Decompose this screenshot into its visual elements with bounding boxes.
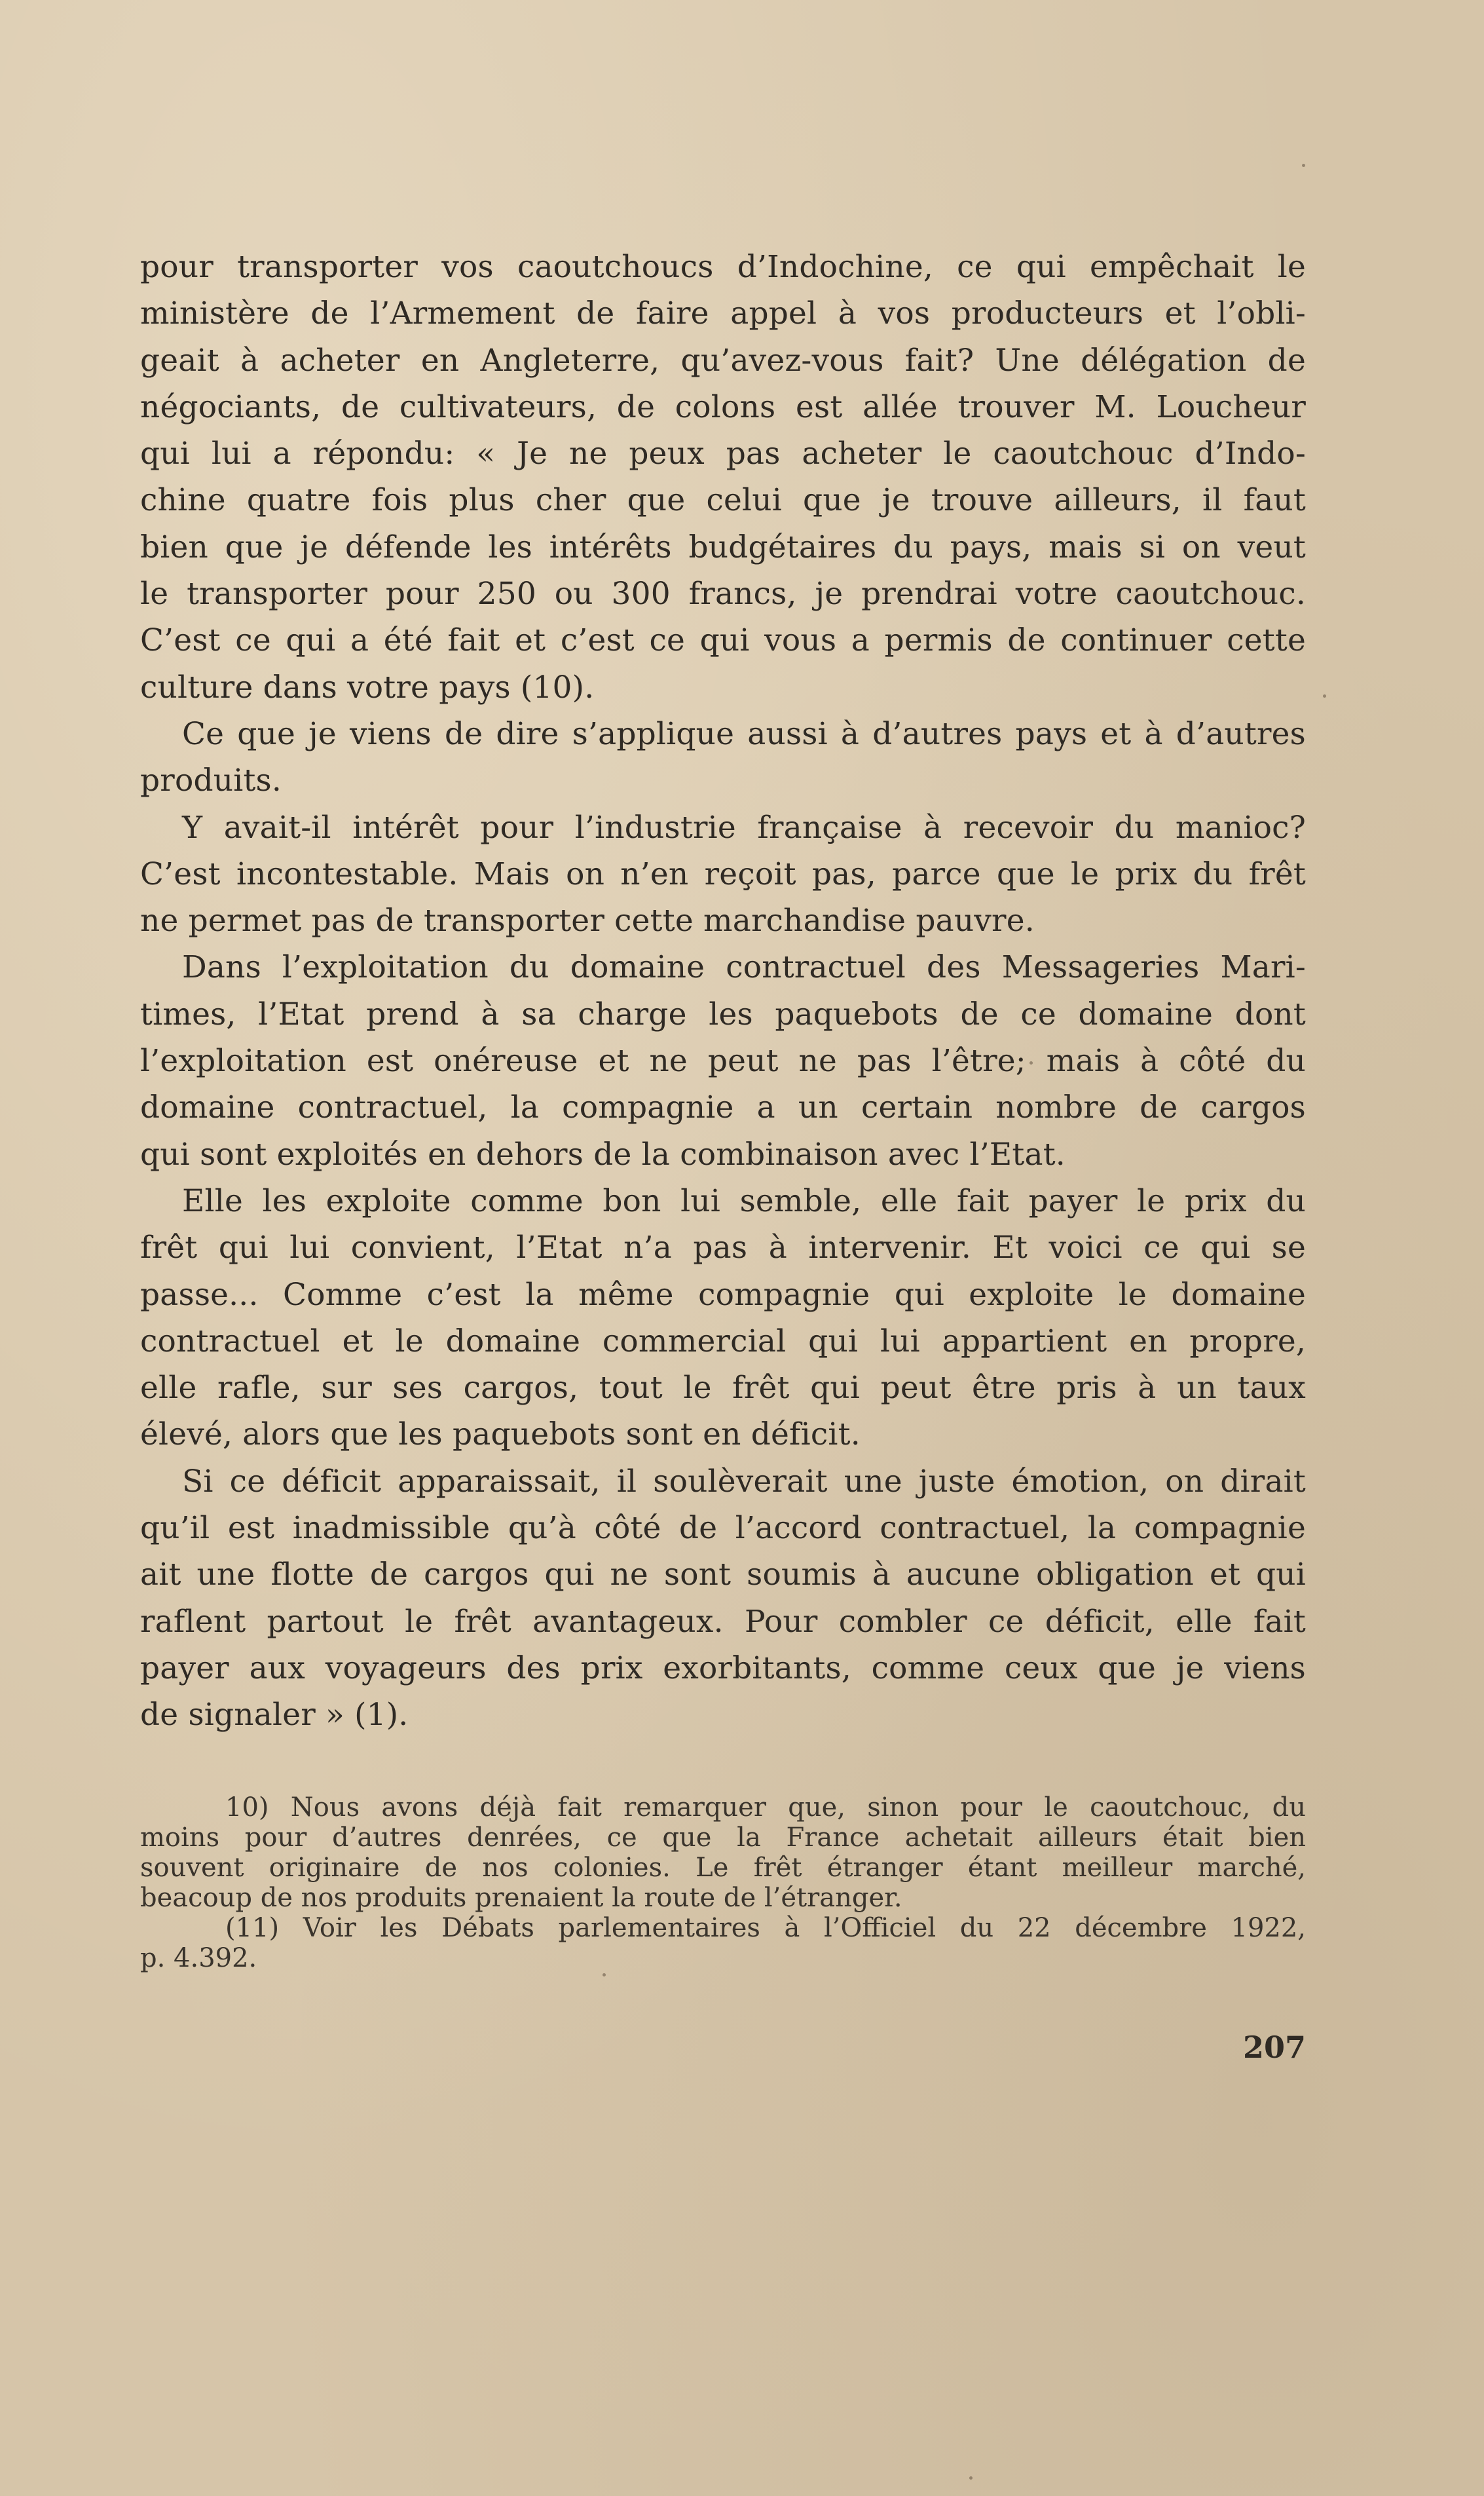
footnote-line: souvent originaire de nos colonies. Le frêt étranger étant meilleur marché, xyxy=(140,1853,1306,1883)
body-line: C’est ce qui a été fait et c’est ce qui vous a permis de continuer cette xyxy=(140,622,1306,659)
paper-speck xyxy=(969,2476,973,2480)
body-line: négociants, de cultivateurs, de colons est allée trouver M. Loucheur xyxy=(140,388,1306,425)
paper-speck xyxy=(1323,694,1326,698)
body-line: Dans l’exploitation du domaine contractuel des Messageries Mari- xyxy=(182,949,1306,986)
body-line: pour transporter vos caoutchoucs d’Indochine, ce qui empêchait le xyxy=(140,249,1306,285)
body-line: payer aux voyageurs des prix exorbitants, comme ceux que je viens xyxy=(140,1650,1306,1686)
body-line: Ce que je viens de dire s’applique aussi à d’autres pays et à d’autres xyxy=(182,715,1306,752)
footnote-line: beacoup de nos produits prenaient la route de l’étranger. xyxy=(140,1883,902,1913)
body-line: de signaler » (1). xyxy=(140,1697,409,1733)
body-line: qui lui a répondu: « Je ne peux pas acheter le caoutchouc d’Indo- xyxy=(140,436,1306,472)
body-line: élevé, alors que les paquebots sont en déficit. xyxy=(140,1416,861,1453)
body-line: l’exploitation est onéreuse et ne peut ne pas l’être; mais à côté du xyxy=(140,1043,1306,1080)
body-line: geait à acheter en Angleterre, qu’avez-vous fait? Une délégation de xyxy=(140,342,1306,379)
footnotes xyxy=(140,1792,1306,1973)
body-line: produits. xyxy=(140,763,282,799)
body-line: ministère de l’Armement de faire appel à vos producteurs et l’obli- xyxy=(140,295,1306,332)
body-line: le transporter pour 250 ou 300 francs, je prendrai votre caoutchouc. xyxy=(140,576,1306,613)
body-line: contractuel et le domaine commercial qui lui appartient en propre, xyxy=(140,1323,1306,1359)
paper-speck xyxy=(1302,164,1305,167)
body-line: ait une flotte de cargos qui ne sont soumis à aucune obligation et qui xyxy=(140,1557,1306,1593)
body-line: times, l’Etat prend à sa charge les paquebots de ce domaine dont xyxy=(140,996,1306,1032)
footnote-line: 10) Nous avons déjà fait remarquer que, sinon pour le caoutchouc, du xyxy=(225,1792,1306,1823)
body-line: bien que je défende les intérêts budgétaires du pays, mais si on veut xyxy=(140,529,1306,565)
body-line: elle rafle, sur ses cargos, tout le frêt qui peut être pris à un taux xyxy=(140,1370,1306,1407)
body-line: qui sont exploités en dehors de la combinaison avec l’Etat. xyxy=(140,1136,1066,1173)
body-line: C’est incontestable. Mais on n’en reçoit pas, parce que le prix du frêt xyxy=(140,856,1306,892)
body-line: Elle les exploite comme bon lui semble, elle fait payer le prix du xyxy=(182,1182,1306,1219)
body-line: Y avait-il intérêt pour l’industrie française à recevoir du manioc? xyxy=(182,809,1306,846)
footnote-line: (11) Voir les Débats parlementaires à l’Officiel du 22 décembre 1922, xyxy=(225,1913,1306,1943)
body-line: chine quatre fois plus cher que celui que je trouve ailleurs, il faut xyxy=(140,482,1306,519)
body-line: raflent partout le frêt avantageux. Pour combler ce déficit, elle fait xyxy=(140,1603,1306,1640)
footnote-line: moins pour d’autres denrées, ce que la France achetait ailleurs était bien xyxy=(140,1823,1306,1853)
body-line: domaine contractuel, la compagnie a un certain nombre de cargos xyxy=(140,1089,1306,1126)
page-number: 207 xyxy=(1242,2030,1306,2065)
body-line: Si ce déficit apparaissait, il soulèverait une juste émotion, on dirait xyxy=(182,1463,1306,1500)
body-line: frêt qui lui convient, l’Etat n’a pas à intervenir. Et voici ce qui se xyxy=(140,1230,1306,1266)
body-line: culture dans votre pays (10). xyxy=(140,669,595,706)
footnote-line: p. 4.392. xyxy=(140,1943,257,1973)
body-line: ne permet pas de transporter cette marchandise pauvre. xyxy=(140,903,1035,939)
body-line: passe... Comme c’est la même compagnie qui exploite le domaine xyxy=(140,1276,1306,1313)
paper-speck xyxy=(603,1973,606,1976)
paper-speck xyxy=(1030,1061,1033,1065)
body-line: qu’il est inadmissible qu’à côté de l’accord contractuel, la compagnie xyxy=(140,1510,1306,1547)
body-text xyxy=(140,244,1306,1739)
